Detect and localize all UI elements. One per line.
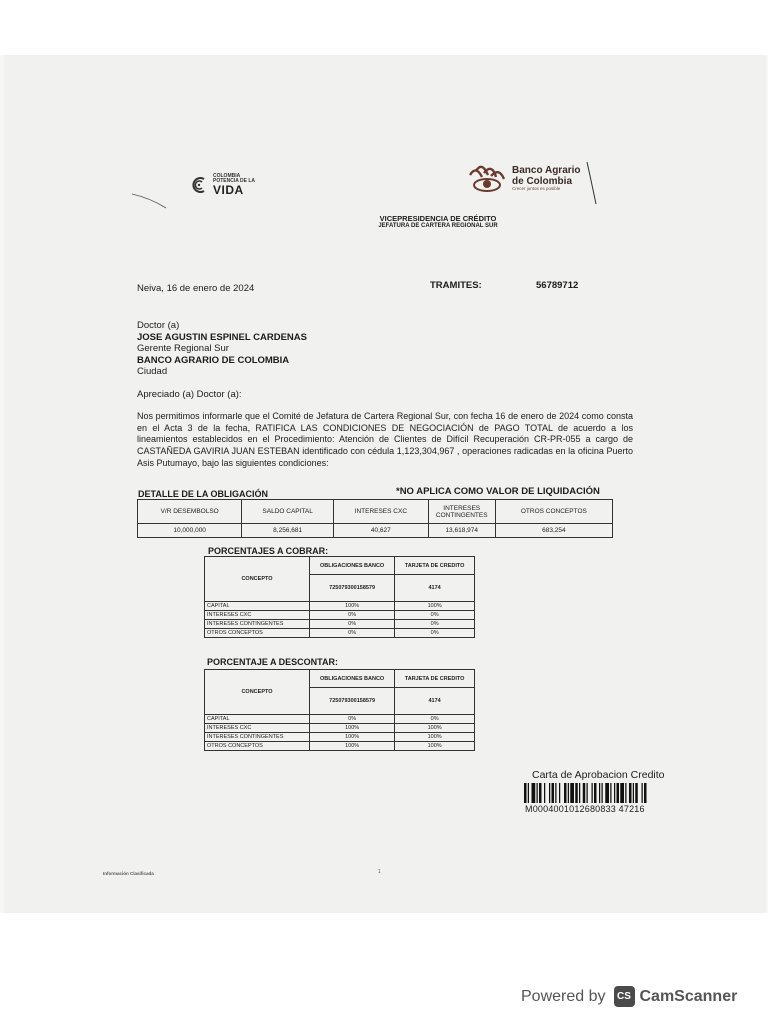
row-value: 0% [310, 611, 395, 620]
barcode [524, 783, 692, 803]
row-value: 100% [310, 742, 395, 751]
addressee-block [137, 320, 307, 378]
card-id: 4174 [395, 688, 475, 715]
barcode-bar [564, 783, 567, 803]
row-value: 0% [310, 629, 395, 638]
value-cell: 13,618,974 [428, 524, 495, 538]
obligation-id: 725079300158579 [310, 688, 395, 715]
tramites-value: 56789712 [536, 280, 579, 291]
barcode-bar [570, 783, 574, 803]
banco-agrario-emblem-icon [466, 163, 508, 195]
barcode-bar [592, 783, 593, 803]
row-value: 100% [395, 742, 475, 751]
row-value: 100% [395, 733, 475, 742]
table-row [205, 602, 475, 611]
concepto-header: CONCEPTO [205, 557, 310, 602]
row-value: 0% [395, 620, 475, 629]
barcode-bar [528, 783, 529, 803]
barcode-bar [575, 783, 578, 803]
descontar-title: PORCENTAJE A DESCONTAR: [207, 657, 339, 667]
logo-left-word: VIDA [213, 183, 244, 197]
vicepresidencia-line: VICEPRESIDENCIA DE CRÉDITO [379, 214, 497, 223]
logo-right-line1: Banco Agrario [512, 165, 581, 177]
addressee-name: JOSE AGUSTIN ESPINEL CARDENAS [137, 331, 307, 343]
table-row [138, 524, 613, 538]
card-id: 4174 [395, 575, 475, 602]
barcode-bar [552, 783, 555, 803]
barcode-label: Carta de Aprobacion Credito [532, 769, 665, 781]
barcode-bar [594, 783, 597, 803]
barcode-bar [617, 783, 620, 803]
col2-header: TARJETA DE CREDITO [395, 557, 475, 575]
tramites-label: TRAMITES: [430, 280, 482, 291]
barcode-bar [605, 783, 609, 803]
pen-mark [585, 160, 599, 208]
header-cell: V/R DESEMBOLSO [138, 500, 242, 524]
row-label: OTROS CONCEPTOS [205, 629, 310, 638]
detalle-note: *NO APLICA COMO VALOR DE LIQUIDACIÓN [396, 486, 600, 497]
header-cell: OTROS CONCEPTOS [495, 500, 612, 524]
addressee-org: BANCO AGRARIO DE COLOMBIA [137, 354, 290, 366]
concepto-header: CONCEPTO [205, 670, 310, 715]
greeting: Apreciado (a) Doctor (a): [137, 389, 242, 400]
cobrar-table [204, 556, 475, 638]
row-value: 0% [395, 629, 475, 638]
letter-date: Neiva, 16 de enero de 2024 [137, 283, 255, 294]
logo-left-line2: POTENCIA DE LA [213, 178, 256, 184]
col1-header: OBLIGACIONES BANCO [310, 557, 395, 575]
table-row [205, 715, 475, 724]
barcode-bar [644, 783, 647, 803]
colombia-potencia-logo [190, 174, 255, 196]
classification-footer: Información Clasificada [103, 871, 154, 876]
row-label: CAPITAL [205, 715, 310, 724]
banco-agrario-logo [466, 163, 581, 195]
table-row [205, 620, 475, 629]
camscanner-logo [614, 986, 738, 1007]
row-value: 100% [310, 724, 395, 733]
barcode-bar [549, 783, 550, 803]
addressee-title: Doctor (a) [137, 320, 180, 331]
table-row [205, 733, 475, 742]
barcode-bar [633, 783, 634, 803]
row-value: 0% [395, 715, 475, 724]
row-value: 100% [395, 724, 475, 733]
row-value: 100% [395, 602, 475, 611]
addressee-role: Gerente Regional Sur [137, 343, 229, 354]
colombia-logo-icon [190, 177, 210, 193]
barcode-bar [559, 783, 560, 803]
barcode-bar [620, 783, 624, 803]
col1-header: OBLIGACIONES BANCO [310, 670, 395, 688]
barcode-bar [524, 783, 527, 803]
value-cell: 8,256,681 [242, 524, 334, 538]
row-label: INTERESES CXC [205, 611, 310, 620]
barcode-bar [555, 783, 556, 803]
row-label: OTROS CONCEPTOS [205, 742, 310, 751]
barcode-bar [602, 783, 603, 803]
barcode-bar [610, 783, 611, 803]
row-label: INTERESES CONTINGENTES [205, 620, 310, 629]
logo-right-line2: de Colombia [512, 175, 573, 187]
value-cell: 10,000,000 [138, 524, 242, 538]
barcode-bar [568, 783, 569, 803]
row-value: 0% [395, 611, 475, 620]
camscanner-watermark [521, 986, 737, 1007]
table-row [205, 611, 475, 620]
barcode-bar [532, 783, 536, 803]
stray-pen-mark [130, 192, 170, 210]
col2-header: TARJETA DE CREDITO [395, 670, 475, 688]
barcode-bar [539, 783, 542, 803]
barcode-bar [579, 783, 580, 803]
obligation-detail-table [137, 499, 613, 538]
descontar-table [204, 669, 475, 751]
table-row [205, 629, 475, 638]
barcode-bar [544, 783, 545, 803]
row-value: 0% [310, 620, 395, 629]
letter-body: Nos permitimos informarle que el Comité de Jefatura de Cartera Regional Sur, con fecha 16 de enero de 2024 como consta en el Acta 3 de la fecha, RATIFICA LAS CONDICIONES DE NEGOCIACIÓN de PAGO TOTAL de acuerdo a los lineamientos establecidos en el Procedimiento: Atención de Clientes de Difícil Recuperación CR-PR-055 a cargo de CASTAÑEDA GAVIRIA JUAN ESTEBAN identificado con cédula 1,123,304,967 , operaciones radicadas en la oficina Puerto Asis Putumayo, bajo las siguientes condiciones: [137, 411, 633, 468]
value-cell: 40,627 [333, 524, 428, 538]
scan-top-margin [0, 0, 768, 55]
row-value: 100% [310, 602, 395, 611]
value-cell: 683,254 [495, 524, 612, 538]
table-header-row [205, 557, 475, 575]
row-value: 0% [310, 715, 395, 724]
header-cell: INTERESES CONTINGENTES [428, 500, 495, 524]
barcode-bar [629, 783, 632, 803]
barcode-bar [583, 783, 586, 803]
table-row [205, 724, 475, 733]
barcode-bar [642, 783, 643, 803]
powered-by-text: Powered by [521, 987, 606, 1005]
barcode-bar [635, 783, 638, 803]
row-value: 100% [310, 733, 395, 742]
row-label: CAPITAL [205, 602, 310, 611]
table-header-row [205, 670, 475, 688]
camscanner-brand: CamScanner [639, 987, 738, 1005]
barcode-bar [587, 783, 588, 803]
barcode-bar [599, 783, 600, 803]
table-header-row [138, 500, 613, 524]
table-row [205, 742, 475, 751]
department-heading [300, 214, 576, 230]
cobrar-title: PORCENTAJES A COBRAR: [208, 546, 329, 556]
addressee-city: Ciudad [137, 366, 168, 377]
detalle-title: DETALLE DE LA OBLIGACIÓN [138, 489, 268, 499]
barcode-number: M0004001012680833 47216 [525, 804, 645, 814]
barcode-bar [537, 783, 538, 803]
camscanner-logo-icon: CS [614, 986, 635, 1007]
obligation-id: 725079300158579 [310, 575, 395, 602]
scan-bottom-margin [0, 913, 768, 1024]
header-cell: INTERESES CXC [333, 500, 428, 524]
logo-right-tagline: Crecer juntos es posible [512, 186, 561, 192]
row-label: INTERESES CONTINGENTES [205, 733, 310, 742]
logo-left-line1: COLOMBIA [213, 173, 241, 179]
barcode-bar [614, 783, 615, 803]
jefatura-line: JEFATURA DE CARTERA REGIONAL SUR [378, 223, 498, 229]
header-cell: SALDO CAPITAL [242, 500, 334, 524]
row-label: INTERESES CXC [205, 724, 310, 733]
page-number: 1 [378, 869, 381, 875]
barcode-bar [625, 783, 626, 803]
